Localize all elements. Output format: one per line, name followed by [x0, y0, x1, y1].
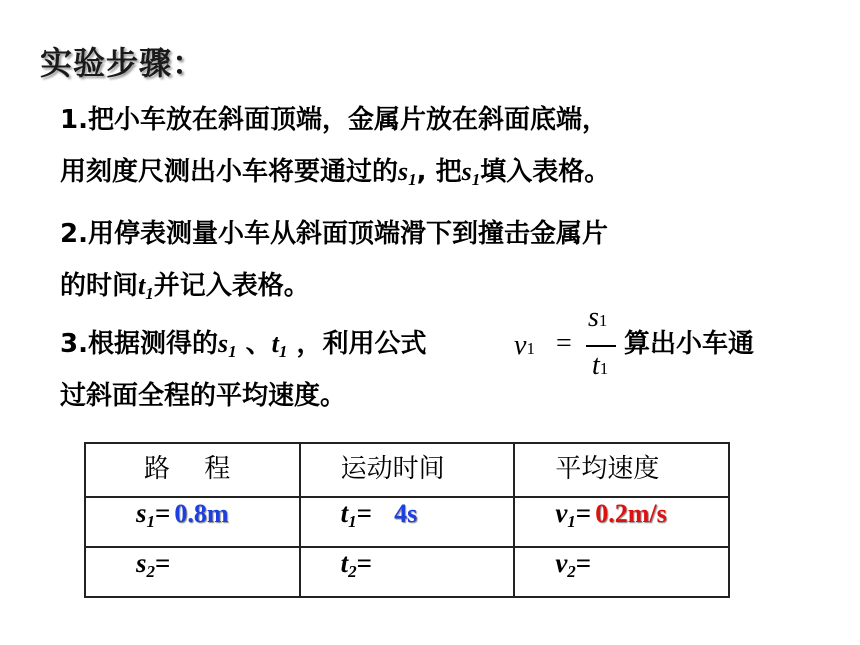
cell-sub: 1 — [348, 512, 357, 531]
cell-var: s — [136, 548, 147, 578]
formula-numerator — [588, 302, 607, 334]
cell-sub: 1 — [146, 512, 156, 531]
cell-eq: = — [356, 498, 373, 528]
cell-eq: = — [575, 498, 592, 528]
cell-var: t — [340, 498, 349, 528]
cell-speed — [514, 497, 729, 547]
var-sub: 1 — [145, 284, 154, 303]
cell-sub: 2 — [348, 562, 357, 581]
cell-sub: 1 — [567, 512, 576, 531]
formula-num-sub: 1 — [598, 311, 608, 330]
step3-text-b: ，利用公式 — [287, 329, 427, 359]
step2-line1: 2.用停表测量小车从斜面顶端滑下到撞击金属片 — [60, 219, 608, 249]
cell-eq: = — [155, 548, 171, 578]
cell-distance — [85, 547, 300, 597]
var-sub: 1 — [228, 342, 237, 361]
var-t: t — [138, 271, 146, 300]
step1-line2-text-a: 用刻度尺测出小车将要通过的 — [60, 157, 399, 187]
cell-label — [555, 498, 592, 531]
cell-distance — [85, 497, 300, 547]
step3-line1a — [60, 328, 426, 368]
cell-eq: = — [155, 498, 171, 528]
var-sub: 1 — [471, 170, 481, 189]
step1-line2 — [60, 156, 610, 196]
step1-line2-text-c: 填入表格。 — [480, 157, 611, 187]
var-s: s — [398, 157, 409, 186]
formula-lhs-var: v — [514, 330, 527, 361]
step3-line2: 过斜面全程的平均速度。 — [60, 381, 347, 411]
formula-lhs — [514, 330, 535, 362]
cell-eq: = — [356, 548, 373, 578]
formula-equals: = — [556, 328, 572, 359]
cell-speed — [514, 547, 729, 597]
step2-line2 — [60, 270, 310, 310]
formula-num-var: s — [588, 302, 599, 333]
header-distance: 路 程 — [85, 443, 300, 497]
formula-den-sub: 1 — [599, 359, 609, 378]
time-value: 4s — [394, 499, 418, 528]
cell-time — [300, 547, 515, 597]
step1-line2-text-b: , 把 — [416, 157, 462, 187]
cell-sub: 2 — [146, 562, 156, 581]
cell-label — [136, 548, 171, 581]
fraction-bar — [586, 345, 616, 347]
cell-label — [340, 498, 373, 531]
var-t: t — [271, 329, 279, 358]
cell-eq: = — [575, 548, 592, 578]
cell-label — [136, 498, 171, 531]
cell-var: v — [555, 548, 568, 578]
step2-line2-text-a: 的时间 — [60, 271, 139, 301]
cell-label — [340, 548, 373, 581]
cell-label — [555, 548, 592, 581]
table-header-row — [85, 443, 729, 497]
speed-value: 0.2m/s — [595, 499, 667, 528]
cell-var: s — [136, 498, 147, 528]
cell-sub: 2 — [567, 562, 576, 581]
header-speed: 平均速度 — [514, 443, 729, 497]
distance-value: 0.8m — [174, 499, 229, 528]
var-s: s — [217, 329, 229, 358]
formula-den-var: t — [592, 350, 600, 381]
header-time: 运动时间 — [300, 443, 515, 497]
cell-var: v — [555, 498, 568, 528]
formula-lhs-sub: 1 — [526, 339, 535, 358]
velocity-formula — [506, 300, 618, 390]
var-s: s — [461, 157, 472, 186]
table-row — [85, 547, 729, 597]
table-row — [85, 497, 729, 547]
var-sub: 1 — [408, 170, 417, 189]
step1-line1: 1.把小车放在斜面顶端，金属片放在斜面底端， — [60, 105, 608, 135]
step3-sep: 、 — [236, 329, 272, 359]
formula-denominator — [592, 350, 608, 382]
results-table — [84, 442, 730, 598]
cell-var: t — [340, 548, 349, 578]
step3-line1c: 算出小车通 — [624, 329, 755, 359]
step2-line2-text-b: 并记入表格。 — [153, 271, 310, 301]
step3-text-a: 3.根据测得的 — [60, 329, 218, 359]
section-heading: 实验步骤： — [40, 44, 206, 82]
cell-time — [300, 497, 515, 547]
var-sub: 1 — [278, 342, 288, 361]
